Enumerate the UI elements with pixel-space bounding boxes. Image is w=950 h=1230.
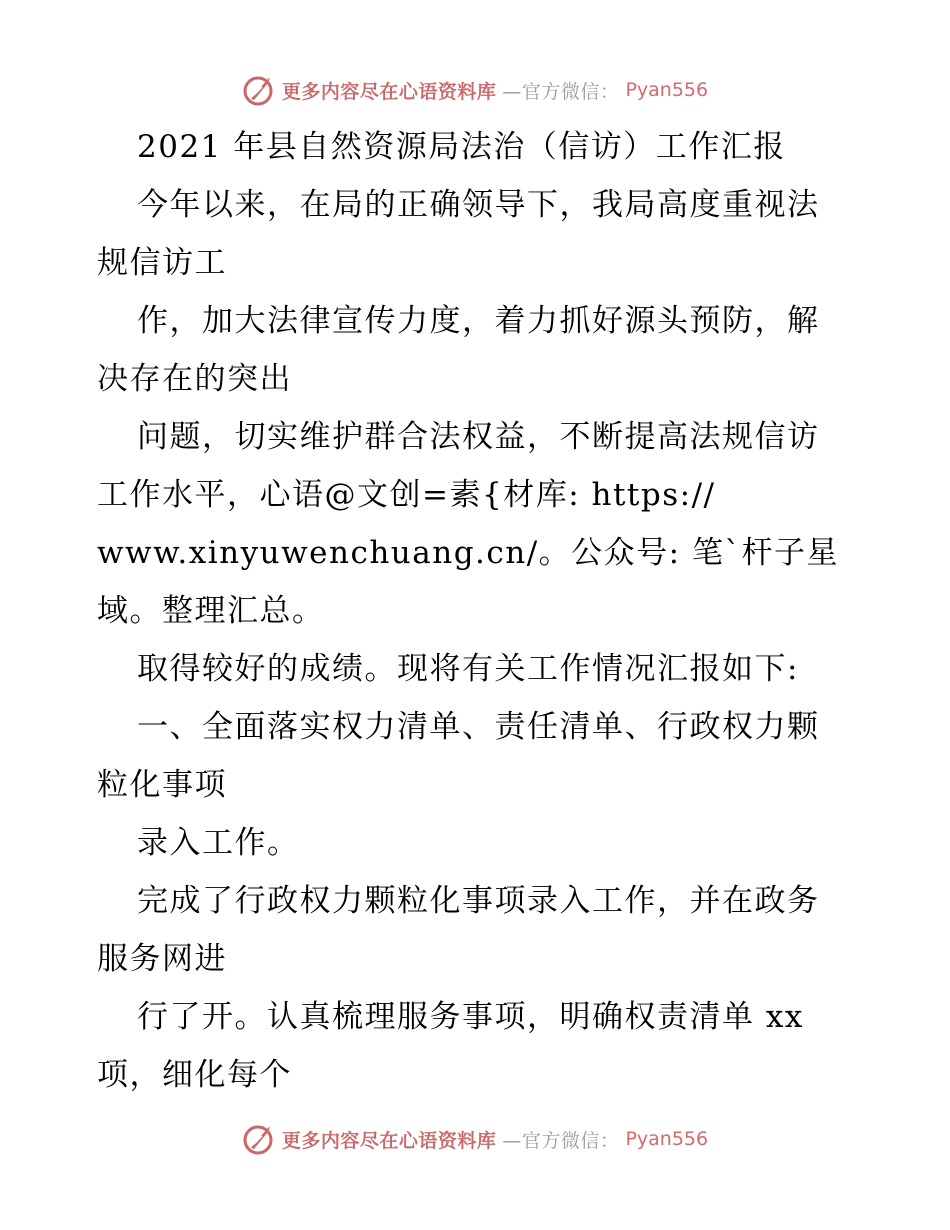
paragraph-line: 规信访工 — [97, 245, 227, 281]
paragraph-line: 项，细化每个 — [97, 1057, 292, 1093]
footer-wechat-id: Pyan556 — [625, 1128, 709, 1150]
footer-watermark-banner — [0, 1119, 950, 1159]
paragraph-line: 行了开。认真梳理服务事项，明确权责清单 xx — [137, 999, 804, 1035]
paragraph-line: 完成了行政权力颗粒化事项录入工作，并在政务 — [137, 883, 820, 919]
header-watermark-banner — [0, 70, 950, 110]
paragraph-line: 工作水平，心语@文创=素{材库: https:// — [97, 477, 716, 513]
paragraph-line: 服务网进 — [97, 941, 227, 977]
paragraph-line: 域。整理汇总。 — [97, 593, 325, 629]
quill-logo-icon — [242, 1122, 276, 1156]
document-body — [97, 118, 857, 1104]
document-title: 2021 年县自然资源局法治（信访）工作汇报 — [137, 129, 786, 165]
paragraph-line: 录入工作。 — [137, 825, 300, 861]
header-library-text: 更多内容尽在心语资料库 — [281, 80, 497, 103]
footer-official-text: —官方微信： — [502, 1129, 620, 1152]
paragraph-line: www.xinyuwenchuang.cn/。公众号: 笔`杆子星 — [97, 535, 839, 571]
header-official-text: —官方微信： — [502, 80, 620, 103]
paragraph-line: 问题，切实维护群合法权益，不断提高法规信访 — [137, 419, 820, 455]
paragraph-line: 作，加大法律宣传力度，着力抓好源头预防，解 — [137, 303, 820, 339]
section-heading-continued: 粒化事项 — [97, 767, 227, 803]
footer-library-text: 更多内容尽在心语资料库 — [281, 1129, 497, 1152]
paragraph-line: 今年以来，在局的正确领导下，我局高度重视法 — [137, 187, 820, 223]
paragraph-line: 取得较好的成绩。现将有关工作情况汇报如下: — [137, 651, 799, 687]
quill-logo-icon — [242, 73, 276, 107]
paragraph-line: 决存在的突出 — [97, 361, 292, 397]
header-wechat-id: Pyan556 — [625, 79, 709, 101]
section-heading: 一、全面落实权力清单、责任清单、行政权力颗 — [137, 709, 820, 745]
